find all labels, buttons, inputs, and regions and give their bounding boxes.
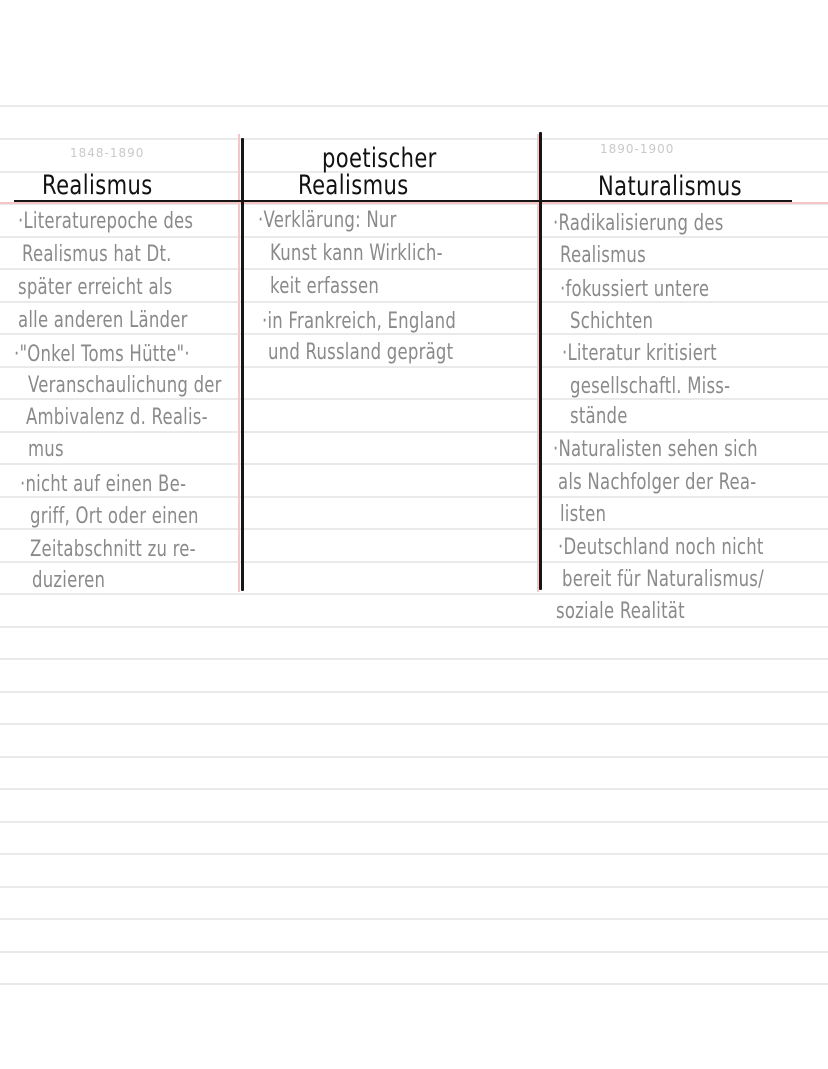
note-line: soziale Realität [556,599,685,624]
note-line: und Russland geprägt [268,340,454,365]
note-line: duzieren [32,568,106,593]
note-line: stände [570,404,628,429]
note-line: listen [560,502,607,527]
note-line: keit erfassen [270,274,380,299]
note-line: später erreicht als [18,275,173,300]
column-title: Naturalismus [598,171,743,202]
column-date: 1848-1890 [70,146,145,160]
note-line: ·fokussiert untere [560,277,710,302]
note-line: ·nicht auf einen Be- [20,472,187,497]
note-line: mus [28,437,64,462]
note-line: ·Literaturepoche des [18,209,194,234]
note-line: Veranschaulichung der [28,373,222,398]
note-line: ·"Onkel Toms Hütte"· [14,342,190,367]
note-line: Zeitabschnitt zu re- [30,537,196,562]
note-line: bereit für Naturalismus/ [562,567,764,592]
note-line: alle anderen Länder [18,308,188,333]
pink-margin-line-left [238,134,240,592]
note-line: Ambivalenz d. Realis- [26,405,208,430]
note-line: Realismus [560,243,646,268]
note-line: Realismus hat Dt. [22,242,172,267]
note-line: ·Verklärung: Nur [258,208,397,233]
note-line: Kunst kann Wirklich- [270,241,443,266]
column-title-line-1: poetischer [322,143,437,174]
note-line: Schichten [570,309,654,334]
note-line: als Nachfolger der Rea- [558,470,757,495]
column-title: Realismus [42,170,153,201]
note-line: griff, Ort oder einen [30,504,199,529]
note-line: ·Radikalisierung des [553,211,724,236]
column-title-line-2: Realismus [298,170,409,201]
column-divider-1 [241,138,244,591]
column-divider-2 [539,132,542,590]
pink-header-underline [0,202,828,204]
note-line: ·Naturalisten sehen sich [553,437,758,462]
note-line: gesellschaftl. Miss- [570,374,731,399]
note-line: ·Literatur kritisiert [562,341,717,366]
note-line: ·in Frankreich, England [262,309,457,334]
column-date: 1890-1900 [600,142,675,156]
note-line: ·Deutschland noch nicht [558,535,764,560]
